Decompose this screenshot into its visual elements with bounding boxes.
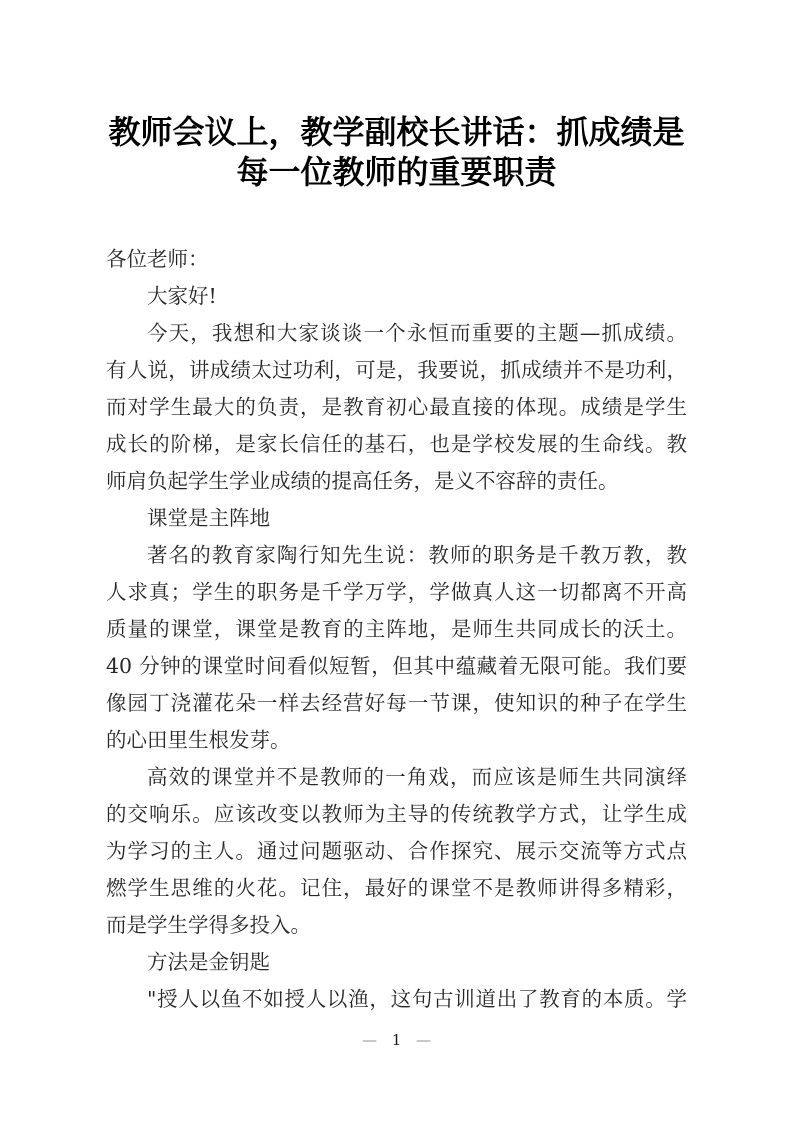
salutation xyxy=(106,241,687,278)
text-line: 著名的教育家陶行知先生说：教师的职务是千教万教，教 xyxy=(147,543,687,567)
efficient-classroom-paragraph xyxy=(106,759,687,944)
subheading-classroom xyxy=(106,500,687,537)
text-line: 高效的课堂并不是教师的一角戏，而应该是师生共同演绎 xyxy=(147,765,687,789)
title-line-2: 每一位教师的重要职责 xyxy=(236,154,557,190)
text-line: 质量的课堂，课堂是教育的主阵地，是师生共同成长的沃土。 xyxy=(106,617,687,641)
footer-dash-right: — xyxy=(416,1031,432,1049)
document-body xyxy=(106,241,687,1018)
text-line: 人求真；学生的职务是千学万学，学做真人这一切都离不开高 xyxy=(106,580,687,604)
document-title xyxy=(106,112,687,192)
text-line: 40 分钟的课堂时间看似短暂，但其中蕴藏着无限可能。我们要 xyxy=(106,654,687,678)
title-line-1: 教师会议上，教学副校长讲话：抓成绩是 xyxy=(108,114,685,150)
page-footer xyxy=(0,1030,793,1050)
subheading-method xyxy=(106,944,687,981)
text-line: 像园丁浇灌花朵一样去经营好每一节课，使知识的种子在学生 xyxy=(106,691,687,715)
text-line: 有人说，讲成绩太过功利，可是，我要说，抓成绩并不是功利， xyxy=(106,358,687,382)
text-line: 各位老师： xyxy=(106,247,209,271)
footer-dash-left: — xyxy=(361,1031,377,1049)
text-line: 成长的阶梯，是家长信任的基石，也是学校发展的生命线。教 xyxy=(106,432,687,456)
text-line: 师肩负起学生学业成绩的提高任务，是义不容辞的责任。 xyxy=(106,469,619,493)
text-line: 今天，我想和大家谈谈一个永恒而重要的主题—抓成绩。 xyxy=(147,321,687,345)
text-line: 的交响乐。应该改变以教师为主导的传统教学方式，让学生成 xyxy=(106,802,687,826)
text-line: 方法是金钥匙 xyxy=(147,950,270,974)
intro-paragraph xyxy=(106,315,687,500)
text-line: 而对学生最大的负责，是教育初心最直接的体现。成绩是学生 xyxy=(106,395,687,419)
text-line: "授人以鱼不如授人以渔，这句古训道出了教育的本质。学 xyxy=(147,987,687,1011)
text-line: 的心田里生根发芽。 xyxy=(106,728,291,752)
page-number: 1 xyxy=(391,1031,402,1049)
text-line: 大家好! xyxy=(147,284,217,308)
text-line: 燃学生思维的火花。记住，最好的课堂不是教师讲得多精彩， xyxy=(106,876,687,900)
text-line: 而是学生学得多投入。 xyxy=(106,913,311,937)
text-line: 为学习的主人。通过问题驱动、合作探究、展示交流等方式点 xyxy=(106,839,687,863)
classroom-paragraph xyxy=(106,537,687,759)
method-paragraph xyxy=(106,981,687,1018)
greeting xyxy=(106,278,687,315)
text-line: 课堂是主阵地 xyxy=(147,506,270,530)
